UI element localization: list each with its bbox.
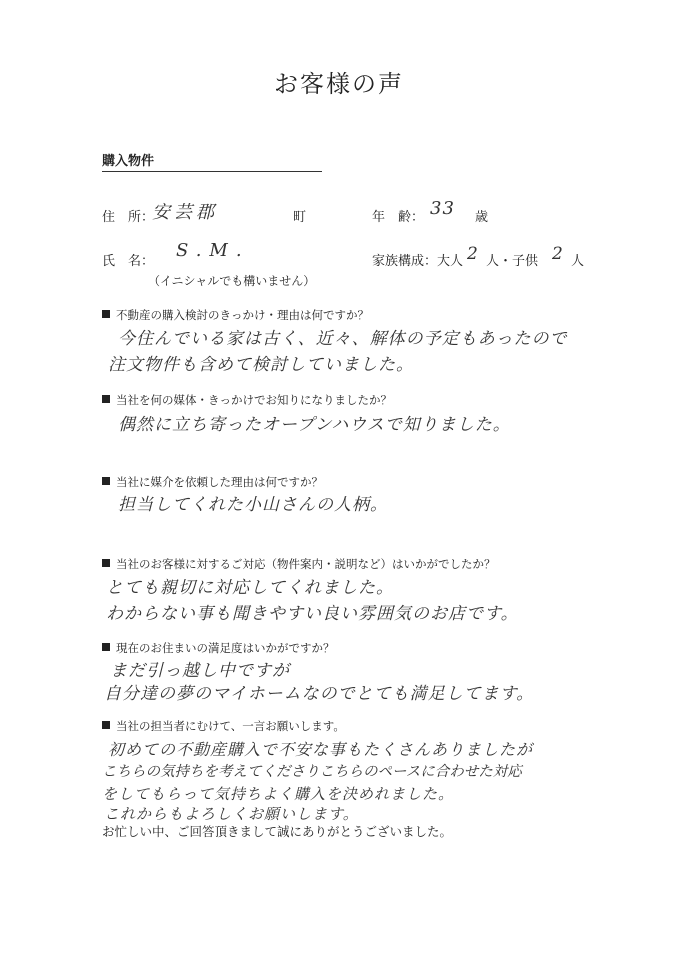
answer-5-line-1: まだ引っ越し中ですが <box>110 661 290 681</box>
bullet-square-icon <box>102 559 110 567</box>
answer-2-line-1: 偶然に立ち寄ったオープンハウスで知りました。 <box>118 415 511 435</box>
section-heading: 購入物件 <box>102 154 155 169</box>
answer-6-line-1: 初めての不動産購入で不安な事もたくさんありましたが <box>108 740 534 759</box>
question-2: 当社を何の媒体・きっかけでお知りになりましたか？ <box>102 392 392 408</box>
answer-6-line-3: をしてもらって気持ちよく購入を決めれました。 <box>102 785 455 803</box>
question-4: 当社のお客様に対するご対応（物件案内・説明など）はいかがでしたか？ <box>102 556 496 572</box>
answer-1-line-2: 注文物件も含めて検討していました。 <box>108 355 414 375</box>
question-6: 当社の担当者にむけて、一言お願いします。 <box>102 718 345 734</box>
address-label: 住 所： <box>102 210 155 225</box>
children-value: 2 <box>552 244 564 264</box>
age-unit: 歳 <box>475 210 489 225</box>
name-note: （イニシャルでも構いません） <box>148 274 316 288</box>
closing-message: お忙しい中、ご回答頂きまして誠にありがとうございました。 <box>102 824 453 839</box>
answer-4-line-2: わからない事も聞きやすい良い雰囲気のお店です。 <box>106 604 519 624</box>
answer-6-line-4: これからもよろしくお願いします。 <box>104 805 359 823</box>
age-label: 年 齢： <box>372 210 425 225</box>
question-5: 現在のお住まいの満足度はいかがですか？ <box>102 640 335 656</box>
answer-4-line-1: とても親切に対応してくれました。 <box>106 578 394 598</box>
answer-6-line-2: こちらの気持ちを考えてくださりこちらのペースに合わせた対応 <box>102 764 522 780</box>
bullet-square-icon <box>102 721 110 729</box>
question-3: 当社に媒介を依頼した理由は何ですか？ <box>102 474 323 490</box>
bullet-square-icon <box>102 643 110 651</box>
question-1: 不動産の購入検討のきっかけ・理由は何ですか？ <box>102 307 369 323</box>
answer-5-line-2: 自分達の夢のマイホームなのでとても満足してます。 <box>104 684 535 704</box>
family-label: 家族構成：大人 <box>372 254 464 269</box>
page-title: お客様の声 <box>274 70 404 98</box>
name-label: 氏 名： <box>102 254 155 269</box>
address-town-suffix: 町 <box>293 210 307 225</box>
age-value: 33 <box>430 198 455 219</box>
children-unit: 人 <box>571 254 585 269</box>
bullet-square-icon <box>102 395 110 403</box>
bullet-square-icon <box>102 310 110 318</box>
bullet-square-icon <box>102 477 110 485</box>
adults-value: 2 <box>467 244 479 264</box>
section-underline <box>102 171 322 172</box>
answer-1-line-1: 今住んでいる家は古く、近々、解体の予定もあったので <box>118 329 568 349</box>
address-value: 安芸郡 <box>152 202 218 223</box>
answer-3-line-1: 担当してくれた小山さんの人柄。 <box>118 495 388 515</box>
adults-unit: 人・子供 <box>486 254 539 269</box>
name-value: S.M. <box>176 240 250 261</box>
